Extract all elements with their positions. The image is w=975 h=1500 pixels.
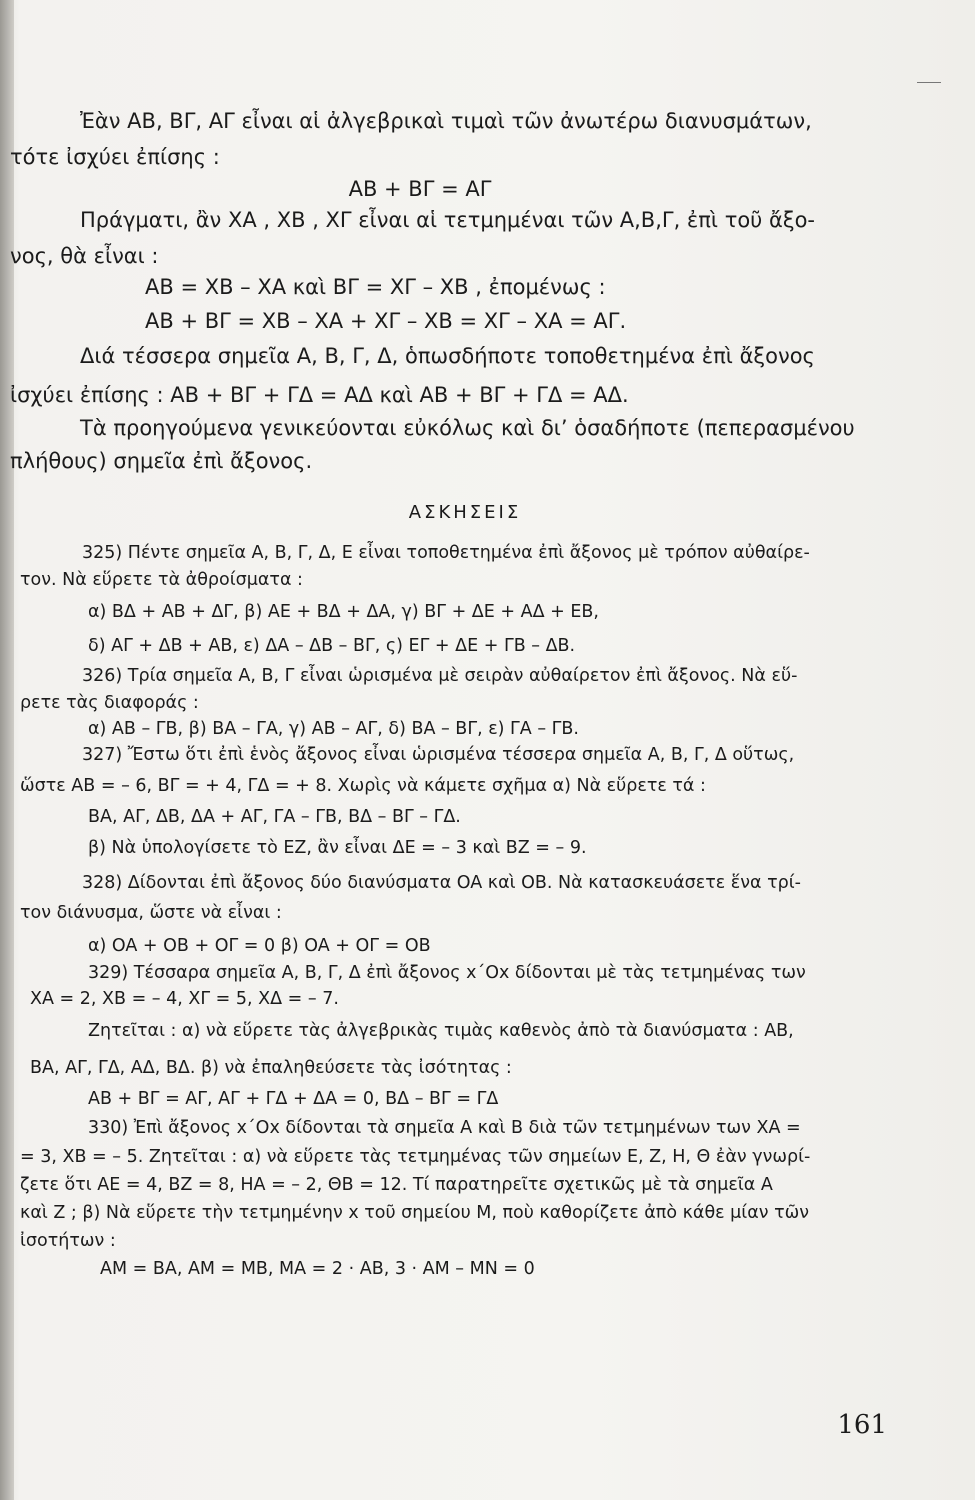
intro-line-3: Πράγματι, ἂν XA , XB , XΓ εἶναι αἱ τετμημέναι τῶν A,B,Γ, ἐπὶ τοῦ ἄξο- [80, 208, 815, 232]
exercise-line: XA = 2, XB = – 4, XΓ = 5, XΔ = – 7. [30, 989, 339, 1009]
intro-line-5: Διά τέσσερα σημεῖα A, B, Γ, Δ, ὁπωσδήποτε τοποθετημένα ἐπὶ ἄξονος [80, 344, 815, 368]
intro-line-7: Τὰ προηγούμενα γενικεύονται εὐκόλως καὶ δι’ ὁσαδήποτε (πεπερασμένου [80, 416, 855, 440]
equation-2: AB = XB – XA καὶ BΓ = XΓ – XB , ἐπομένως : [145, 275, 606, 299]
exercise-line: Ζητεῖται : α) νὰ εὕρετε τὰς ἀλγεβρικὰς τιμὰς καθενὸς ἀπὸ τὰ διανύσματα : AB, [88, 1021, 794, 1041]
exercise-line: α) BΔ + AB + ΔΓ, β) AE + BΔ + ΔA, γ) BΓ + ΔE + AΔ + EB, [88, 602, 599, 622]
exercise-line: δ) AΓ + ΔB + AB, ε) ΔA – ΔB – BΓ, ς) EΓ + ΔE + ΓB – ΔB. [88, 636, 576, 656]
page-spine-shadow [0, 0, 14, 1500]
exercise-line: AM = BA, AM = MB, MA = 2 · AB, 3 · AM – MN = 0 [100, 1259, 535, 1279]
exercise-line: β) Νὰ ὑπολογίσετε τὸ EZ, ἂν εἶναι ΔE = – 3 καὶ BZ = – 9. [88, 838, 587, 858]
exercise-line: ζετε ὅτι AE = 4, BZ = 8, HA = – 2, ΘB = 12. Τί παρατηρεῖτε σχετικῶς μὲ τὰ σημεῖα A [20, 1175, 773, 1195]
exercise-line: BA, AΓ, ΓΔ, AΔ, BΔ. β) νὰ ἐπαληθεύσετε τὰς ἰσότητας : [30, 1058, 512, 1078]
exercise-line: 326) Τρία σημεῖα A, B, Γ εἶναι ὡρισμένα μὲ σειρὰν αὐθαίρετον ἐπὶ ἄξονος. Νὰ εὕ- [82, 666, 798, 686]
exercise-line: = 3, XB = – 5. Ζητεῖται : α) νὰ εὕρετε τὰς τετμημένας τῶν σημείων E, Z, H, Θ ἐὰν γνωρί- [20, 1147, 811, 1167]
exercise-line: ὥστε AB = – 6, BΓ = + 4, ΓΔ = + 8. Χωρὶς νὰ κάμετε σχῆμα α) Νὰ εὕρετε τά : [20, 776, 706, 796]
exercise-line: α) AB – ΓB, β) BA – ΓA, γ) AB – AΓ, δ) BA – BΓ, ε) ΓA – ΓB. [88, 719, 579, 739]
equation-1: AB + BΓ = AΓ [348, 177, 492, 201]
exercise-line: AB + BΓ = AΓ, AΓ + ΓΔ + ΔA = 0, BΔ – BΓ = ΓΔ [88, 1089, 499, 1109]
exercise-line: 328) Δίδονται ἐπὶ ἄξονος δύο διανύσματα OA καὶ OB. Νὰ κατασκευάσετε ἕνα τρί- [82, 873, 801, 893]
exercise-line: 327) Ἔστω ὅτι ἐπὶ ἑνὸς ἄξονος εἶναι ὡρισμένα τέσσερα σημεῖα A, B, Γ, Δ οὕτως, [82, 745, 795, 765]
intro-line-4: νος, θὰ εἶναι : [10, 244, 159, 268]
intro-line-1: Ἐὰν AB, BΓ, AΓ εἶναι αἱ ἀλγεβρικαὶ τιμαὶ τῶν ἀνωτέρω διανυσμάτων, [80, 109, 812, 133]
exercises-title: ΑΣΚΗΣΕΙΣ [408, 502, 522, 523]
exercise-line: καὶ Z ; β) Νὰ εὕρετε τὴν τετμημένην x τοῦ σημείου M, ποὺ καθορίζετε ἀπὸ κάθε μίαν τῶν [20, 1203, 810, 1223]
intro-line-6: ἰσχύει ἐπίσης : AB + BΓ + ΓΔ = AΔ καὶ AB + BΓ + ΓΔ = AΔ. [10, 383, 629, 407]
exercise-line: τον. Νὰ εὕρετε τὰ ἀθροίσματα : [20, 570, 303, 590]
exercise-line: 329) Τέσσαρα σημεῖα A, B, Γ, Δ ἐπὶ ἄξονος x΄Ox δίδονται μὲ τὰς τετμημένας των [88, 963, 806, 983]
intro-line-2: τότε ἰσχύει ἐπίσης : [10, 145, 220, 169]
exercise-line: ρετε τὰς διαφοράς : [20, 693, 199, 713]
page-number: 161 [837, 1410, 887, 1440]
intro-line-8: πλήθους) σημεῖα ἐπὶ ἄξονος. [10, 449, 313, 473]
equation-3: AB + BΓ = XB – XA + XΓ – XB = XΓ – XA = AΓ. [145, 309, 627, 333]
exercise-line: BA, AΓ, ΔB, ΔA + AΓ, ΓA – ΓB, BΔ – BΓ – ΓΔ. [88, 807, 461, 827]
exercise-line: τον διάνυσμα, ὥστε νὰ εἶναι : [20, 903, 282, 923]
exercise-line: 330) Ἐπὶ ἄξονος x΄Ox δίδονται τὰ σημεῖα A καὶ B διὰ τῶν τετμημένων των XA = [88, 1118, 801, 1138]
exercise-line: α) OA + OB + OΓ = 0 β) OA + OΓ = OB [88, 936, 431, 956]
exercise-line: ἰσοτήτων : [20, 1231, 116, 1251]
corner-rule [917, 82, 941, 83]
exercise-line: 325) Πέντε σημεῖα A, B, Γ, Δ, E εἶναι τοποθετημένα ἐπὶ ἄξονος μὲ τρόπον αὐθαίρε- [82, 543, 810, 563]
